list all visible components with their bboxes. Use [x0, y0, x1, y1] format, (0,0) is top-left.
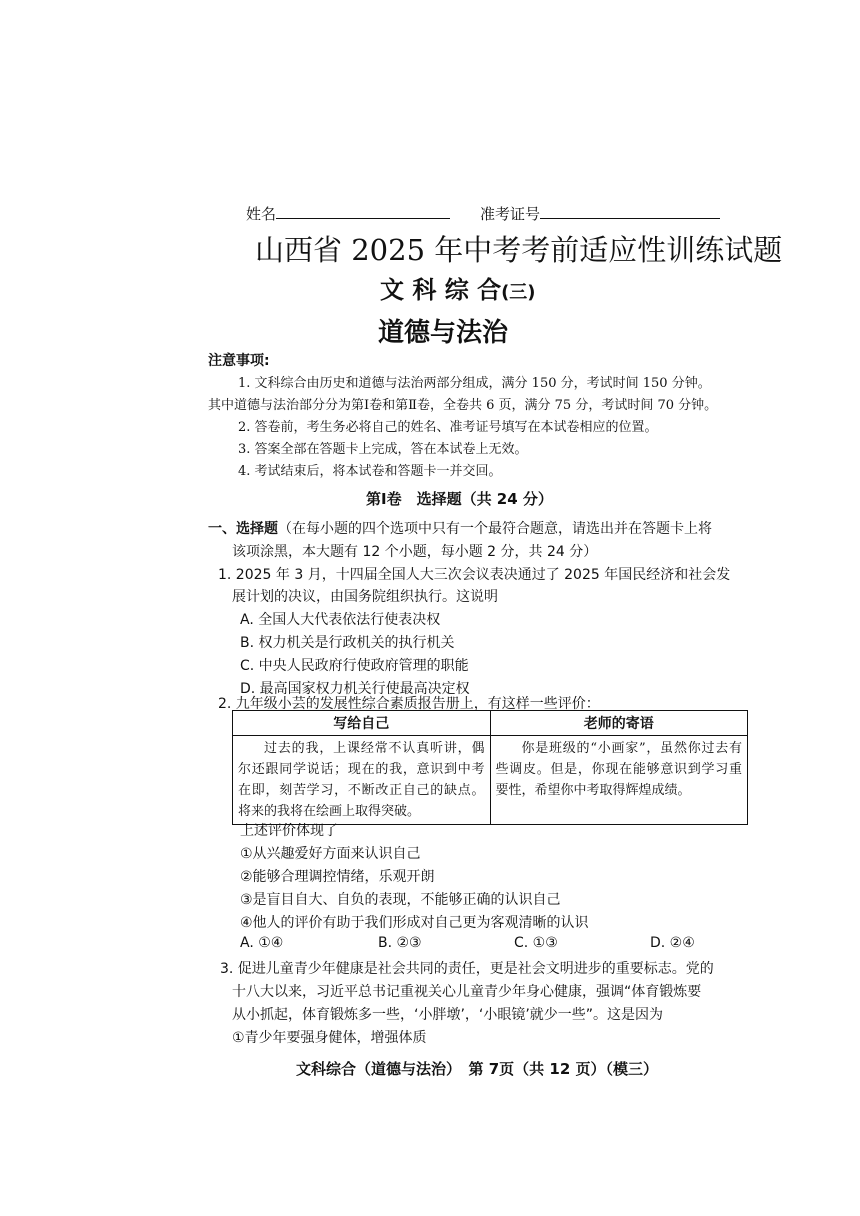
q3-line4: ①青少年要强身健体，增强体质: [232, 1030, 427, 1046]
q2-choice-a: A. ①④: [240, 935, 284, 951]
note-line: 其中道德与法治部分分为第Ⅰ卷和第Ⅱ卷，全卷共 6 页，满分 75 分，考试时间 70 分钟。: [208, 398, 718, 413]
main-title: 山西省 2025 年中考考前适应性训练试题: [255, 233, 783, 267]
part-one-instruction: [208, 518, 712, 538]
q1-stem-line1: 1. 2025 年 3 月，十四届全国人大三次会议表决通过了 2025 年国民经济和社会发: [218, 567, 731, 583]
sub-title-suffix: (三): [501, 282, 536, 303]
q2-stem: 2. 九年级小芸的发展性综合素质报告册上，有这样一些评价：: [218, 696, 600, 712]
id-label: 准考证号: [480, 205, 541, 223]
section-title: 第Ⅰ卷 选择题（共 24 分）: [366, 490, 553, 508]
subject-title: 道德与法治: [378, 318, 509, 348]
q1-stem-line2: 展计划的决议，由国务院组织执行。这说明: [232, 589, 498, 605]
q2-choice-b: B. ②③: [378, 935, 422, 951]
notes-heading: 注意事项:: [208, 353, 270, 369]
name-blank: [276, 202, 450, 219]
name-field: [246, 202, 450, 224]
note-line: 2. 答卷前，考生务必将自己的姓名、准考证号填写在本试卷相应的位置。: [238, 420, 658, 435]
col-header-self: 写给自己: [233, 711, 491, 736]
note-line: 3. 答案全部在答题卡上完成，答在本试卷上无效。: [238, 442, 528, 457]
q2-choice-d: D. ②④: [650, 935, 695, 951]
q2-statement: ②能够合理调控情绪，乐观开朗: [240, 869, 435, 885]
q2-lead: 上述评价体现了: [240, 823, 338, 839]
teacher-comment-text: 你是班级的“小画家”，虽然你过去有些调皮。但是，你现在能够意识到学习重要性，希望你中考取得辉煌成绩。: [490, 736, 748, 825]
self-evaluation-text: 过去的我，上课经常不认真听讲，偶尔还跟同学说话；现在的我，意识到中考在即，刻苦学习，不断改正自己的缺点。将来的我将在绘画上取得突破。: [233, 736, 491, 825]
q1-option-c: C. 中央人民政府行使政府管理的职能: [240, 658, 469, 674]
note-line: 1. 文科综合由历史和道德与法治两部分组成，满分 150 分，考试时间 150 分钟。: [238, 376, 711, 391]
evaluation-table: [232, 710, 748, 825]
part-one-instruction-line2: 该项涂黑，本大题有 12 个小题，每小题 2 分，共 24 分）: [232, 544, 598, 560]
q1-option-b: B. 权力机关是行政机关的执行机关: [240, 635, 455, 651]
id-blank: [540, 202, 720, 219]
q3-line2: 十八大以来，习近平总书记重视关心儿童青少年身心健康，强调“体育锻炼要: [232, 984, 702, 1000]
q1-option-d: D. 最高国家权力机关行使最高决定权: [240, 681, 470, 697]
q2-statement: ③是盲目自大、自负的表现，不能够正确的认识自己: [240, 892, 561, 908]
q3-line3: 从小抓起，体育锻炼多一些，‘小胖墩’，‘小眼镜’就少一些”。这是因为: [232, 1007, 664, 1023]
page-footer: 文科综合（道德与法治） 第 7页（共 12 页）（模三）: [296, 1060, 658, 1078]
part-one-instruction-line1: （在每小题的四个选项中只有一个最符合题意，请选出并在答题卡上将: [278, 521, 712, 537]
sub-title-text: 文 科 综 合: [380, 276, 502, 304]
evaluation-table-row: [233, 736, 748, 825]
id-field: [480, 202, 720, 224]
q2-statement: ④他人的评价有助于我们形成对自己更为客观清晰的认识: [240, 915, 589, 931]
sub-title: [380, 270, 536, 305]
q1-option-a: A. 全国人大代表依法行使表决权: [240, 612, 441, 628]
q3-line1: 3. 促进儿童青少年健康是社会共同的责任，更是社会文明进步的重要标志。党的: [220, 961, 714, 977]
note-line: 4. 考试结束后，将本试卷和答题卡一并交回。: [238, 464, 502, 479]
name-label: 姓名: [246, 205, 277, 223]
col-header-teacher: 老师的寄语: [490, 711, 748, 736]
part-one-label: 一、选择题: [208, 521, 278, 537]
q2-statement: ①从兴趣爱好方面来认识自己: [240, 846, 421, 862]
evaluation-table-header-row: [233, 711, 748, 736]
q2-choice-c: C. ①③: [514, 935, 558, 951]
